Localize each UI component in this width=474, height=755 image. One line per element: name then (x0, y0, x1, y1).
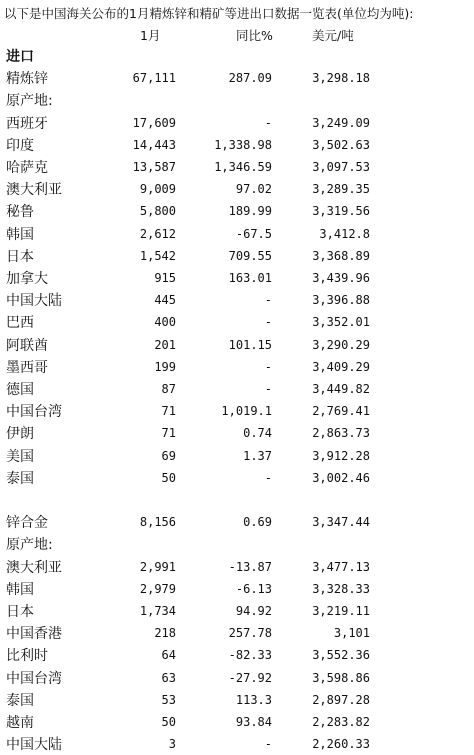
yoy-percent-cell: 287.09 (228, 71, 272, 86)
table-row (0, 246, 474, 267)
table-row (0, 601, 474, 622)
table-row (0, 135, 474, 156)
month-volume-cell: 63 (161, 670, 176, 685)
month-volume-cell: 87 (161, 382, 176, 396)
month-volume-cell: 14,443 (132, 137, 176, 152)
unit-price-cell: 3,249.09 (312, 115, 370, 130)
table-row (0, 201, 474, 222)
table-row (0, 357, 474, 378)
yoy-percent-cell: -67.5 (235, 226, 272, 241)
month-volume-cell: 69 (161, 448, 176, 463)
row-label: 比利时 (6, 648, 48, 665)
yoy-percent-cell: - (264, 737, 272, 752)
table-row (0, 46, 474, 67)
month-volume-cell: 1,734 (139, 604, 176, 618)
yoy-percent-cell: 163.01 (228, 271, 272, 285)
yoy-percent-cell: - (264, 470, 272, 485)
unit-price-cell: 3,439.96 (312, 271, 370, 285)
yoy-percent-cell: -6.13 (235, 581, 272, 596)
table-row (0, 68, 474, 89)
month-volume-cell: 64 (161, 648, 176, 663)
month-volume-cell: 218 (154, 626, 176, 641)
table-row (0, 90, 474, 111)
yoy-percent-cell: 93.84 (235, 715, 272, 729)
month-volume-cell: 2,612 (139, 226, 176, 241)
table-row (0, 579, 474, 600)
unit-price-cell: 3,502.63 (312, 137, 370, 152)
unit-price-cell: 3,347.44 (312, 515, 370, 530)
row-label: 中国香港 (6, 626, 62, 643)
unit-price-cell: 3,396.88 (312, 293, 370, 308)
table-row (0, 512, 474, 533)
unit-price-cell: 2,863.73 (312, 426, 370, 441)
table-row (0, 446, 474, 467)
unit-price-cell: 3,002.46 (312, 470, 370, 485)
row-label: 中国大陆 (6, 737, 62, 754)
row-label: 加拿大 (6, 271, 48, 287)
month-volume-cell: 445 (154, 293, 176, 308)
row-label: 日本 (6, 248, 34, 265)
row-label: 韩国 (6, 581, 34, 598)
table-row (0, 335, 474, 356)
table-row (0, 268, 474, 289)
table-row (0, 312, 474, 333)
month-volume-cell: 5,800 (139, 204, 176, 219)
yoy-percent-cell: - (264, 382, 272, 396)
row-label: 中国台湾 (6, 404, 62, 421)
table-row (0, 623, 474, 644)
table-row (0, 157, 474, 178)
row-label: 越南 (6, 715, 34, 731)
row-label: 阿联酋 (6, 337, 48, 354)
yoy-percent-cell: 1.37 (243, 448, 272, 463)
unit-price-cell: 3,352.01 (312, 315, 370, 330)
month-volume-cell: 67,111 (132, 71, 176, 86)
table-row (0, 645, 474, 666)
spacer-row (0, 490, 474, 511)
yoy-percent-cell: 1,019.1 (221, 404, 272, 419)
row-label: 澳大利亚 (6, 559, 62, 576)
unit-price-cell: 2,283.82 (312, 715, 370, 729)
yoy-percent-cell: 0.74 (243, 426, 272, 441)
row-label: 原产地: (6, 537, 53, 554)
unit-price-cell: 3,101 (333, 626, 370, 641)
table-row (0, 557, 474, 578)
month-volume-cell: 50 (161, 715, 176, 729)
month-volume-cell: 3 (168, 737, 176, 752)
month-volume-cell: 2,979 (139, 581, 176, 596)
column-header-yoy: 同比% (236, 28, 273, 43)
unit-price-cell: 3,290.29 (312, 337, 370, 352)
yoy-percent-cell: 94.92 (235, 604, 272, 618)
row-label: 伊朗 (6, 426, 34, 443)
unit-price-cell: 3,319.56 (312, 204, 370, 219)
month-volume-cell: 400 (154, 315, 176, 330)
table-row (0, 423, 474, 444)
row-label: 锌合金 (6, 515, 48, 532)
yoy-percent-cell: 113.3 (235, 692, 272, 707)
unit-price-cell: 3,368.89 (312, 248, 370, 263)
yoy-percent-cell: 0.69 (243, 515, 272, 530)
table-row (0, 734, 474, 755)
unit-price-cell: 2,260.33 (312, 737, 370, 752)
month-volume-cell: 71 (161, 426, 176, 441)
month-volume-cell: 201 (154, 337, 176, 352)
row-label: 日本 (6, 604, 34, 620)
table-row (0, 534, 474, 555)
unit-price-cell: 3,912.28 (312, 448, 370, 463)
row-label: 墨西哥 (6, 359, 48, 376)
yoy-percent-cell: - (264, 115, 272, 130)
month-volume-cell: 2,991 (139, 559, 176, 574)
yoy-percent-cell: - (264, 315, 272, 330)
column-header-price: 美元/吨 (312, 28, 354, 43)
month-volume-cell: 50 (161, 470, 176, 485)
table-row (0, 290, 474, 311)
yoy-percent-cell: 101.15 (228, 337, 272, 352)
unit-price-cell: 3,289.35 (312, 182, 370, 197)
row-label: 德国 (6, 382, 34, 398)
month-volume-cell: 71 (161, 404, 176, 419)
table-row (0, 379, 474, 400)
column-header-month: 1月 (140, 28, 161, 43)
row-label: 中国台湾 (6, 670, 62, 687)
unit-price-cell: 3,598.86 (312, 670, 370, 685)
row-label: 印度 (6, 137, 34, 154)
table-row (0, 668, 474, 689)
month-volume-cell: 8,156 (139, 515, 176, 530)
yoy-percent-cell: 97.02 (235, 182, 272, 197)
unit-price-cell: 3,298.18 (312, 71, 370, 86)
section-heading: 进口 (6, 49, 34, 65)
yoy-percent-cell: 189.99 (228, 204, 272, 219)
row-label: 原产地: (6, 93, 53, 110)
month-volume-cell: 915 (154, 271, 176, 285)
unit-price-cell: 2,769.41 (312, 404, 370, 419)
month-volume-cell: 1,542 (139, 248, 176, 263)
row-label: 美国 (6, 448, 34, 465)
yoy-percent-cell: -27.92 (228, 670, 272, 685)
intro-text: 以下是中国海关公布的1月精炼锌和精矿等进出口数据一览表(单位均为吨): (4, 6, 414, 21)
yoy-percent-cell: - (264, 293, 272, 308)
row-label: 泰国 (6, 692, 34, 709)
table-row (0, 179, 474, 200)
row-label: 西班牙 (6, 115, 48, 132)
row-label: 中国大陆 (6, 293, 62, 310)
month-volume-cell: 17,609 (132, 115, 176, 130)
row-label: 巴西 (6, 315, 34, 332)
month-volume-cell: 53 (161, 692, 176, 707)
yoy-percent-cell: 257.78 (228, 626, 272, 641)
row-label: 秘鲁 (6, 204, 34, 221)
month-volume-cell: 199 (154, 359, 176, 374)
table-row (0, 468, 474, 489)
unit-price-cell: 3,409.29 (312, 359, 370, 374)
yoy-percent-cell: 709.55 (228, 248, 272, 263)
unit-price-cell: 3,328.33 (312, 581, 370, 596)
yoy-percent-cell: 1,346.59 (214, 160, 272, 174)
table-row (0, 401, 474, 422)
table-row (0, 690, 474, 711)
month-volume-cell: 13,587 (132, 160, 176, 174)
unit-price-cell: 2,897.28 (312, 692, 370, 707)
unit-price-cell: 3,219.11 (312, 604, 370, 618)
unit-price-cell: 3,449.82 (312, 382, 370, 396)
row-label: 韩国 (6, 226, 34, 243)
row-label: 精炼锌 (6, 71, 48, 88)
unit-price-cell: 3,412.8 (319, 226, 370, 241)
month-volume-cell: 9,009 (139, 182, 176, 197)
unit-price-cell: 3,552.36 (312, 648, 370, 663)
row-label: 澳大利亚 (6, 182, 62, 199)
yoy-percent-cell: - (264, 359, 272, 374)
row-label: 泰国 (6, 470, 34, 487)
row-label: 哈萨克 (6, 160, 48, 176)
table-row (0, 113, 474, 134)
yoy-percent-cell: -13.87 (228, 559, 272, 574)
unit-price-cell: 3,097.53 (312, 160, 370, 174)
unit-price-cell: 3,477.13 (312, 559, 370, 574)
yoy-percent-cell: 1,338.98 (214, 137, 272, 152)
yoy-percent-cell: -82.33 (228, 648, 272, 663)
table-row (0, 224, 474, 245)
